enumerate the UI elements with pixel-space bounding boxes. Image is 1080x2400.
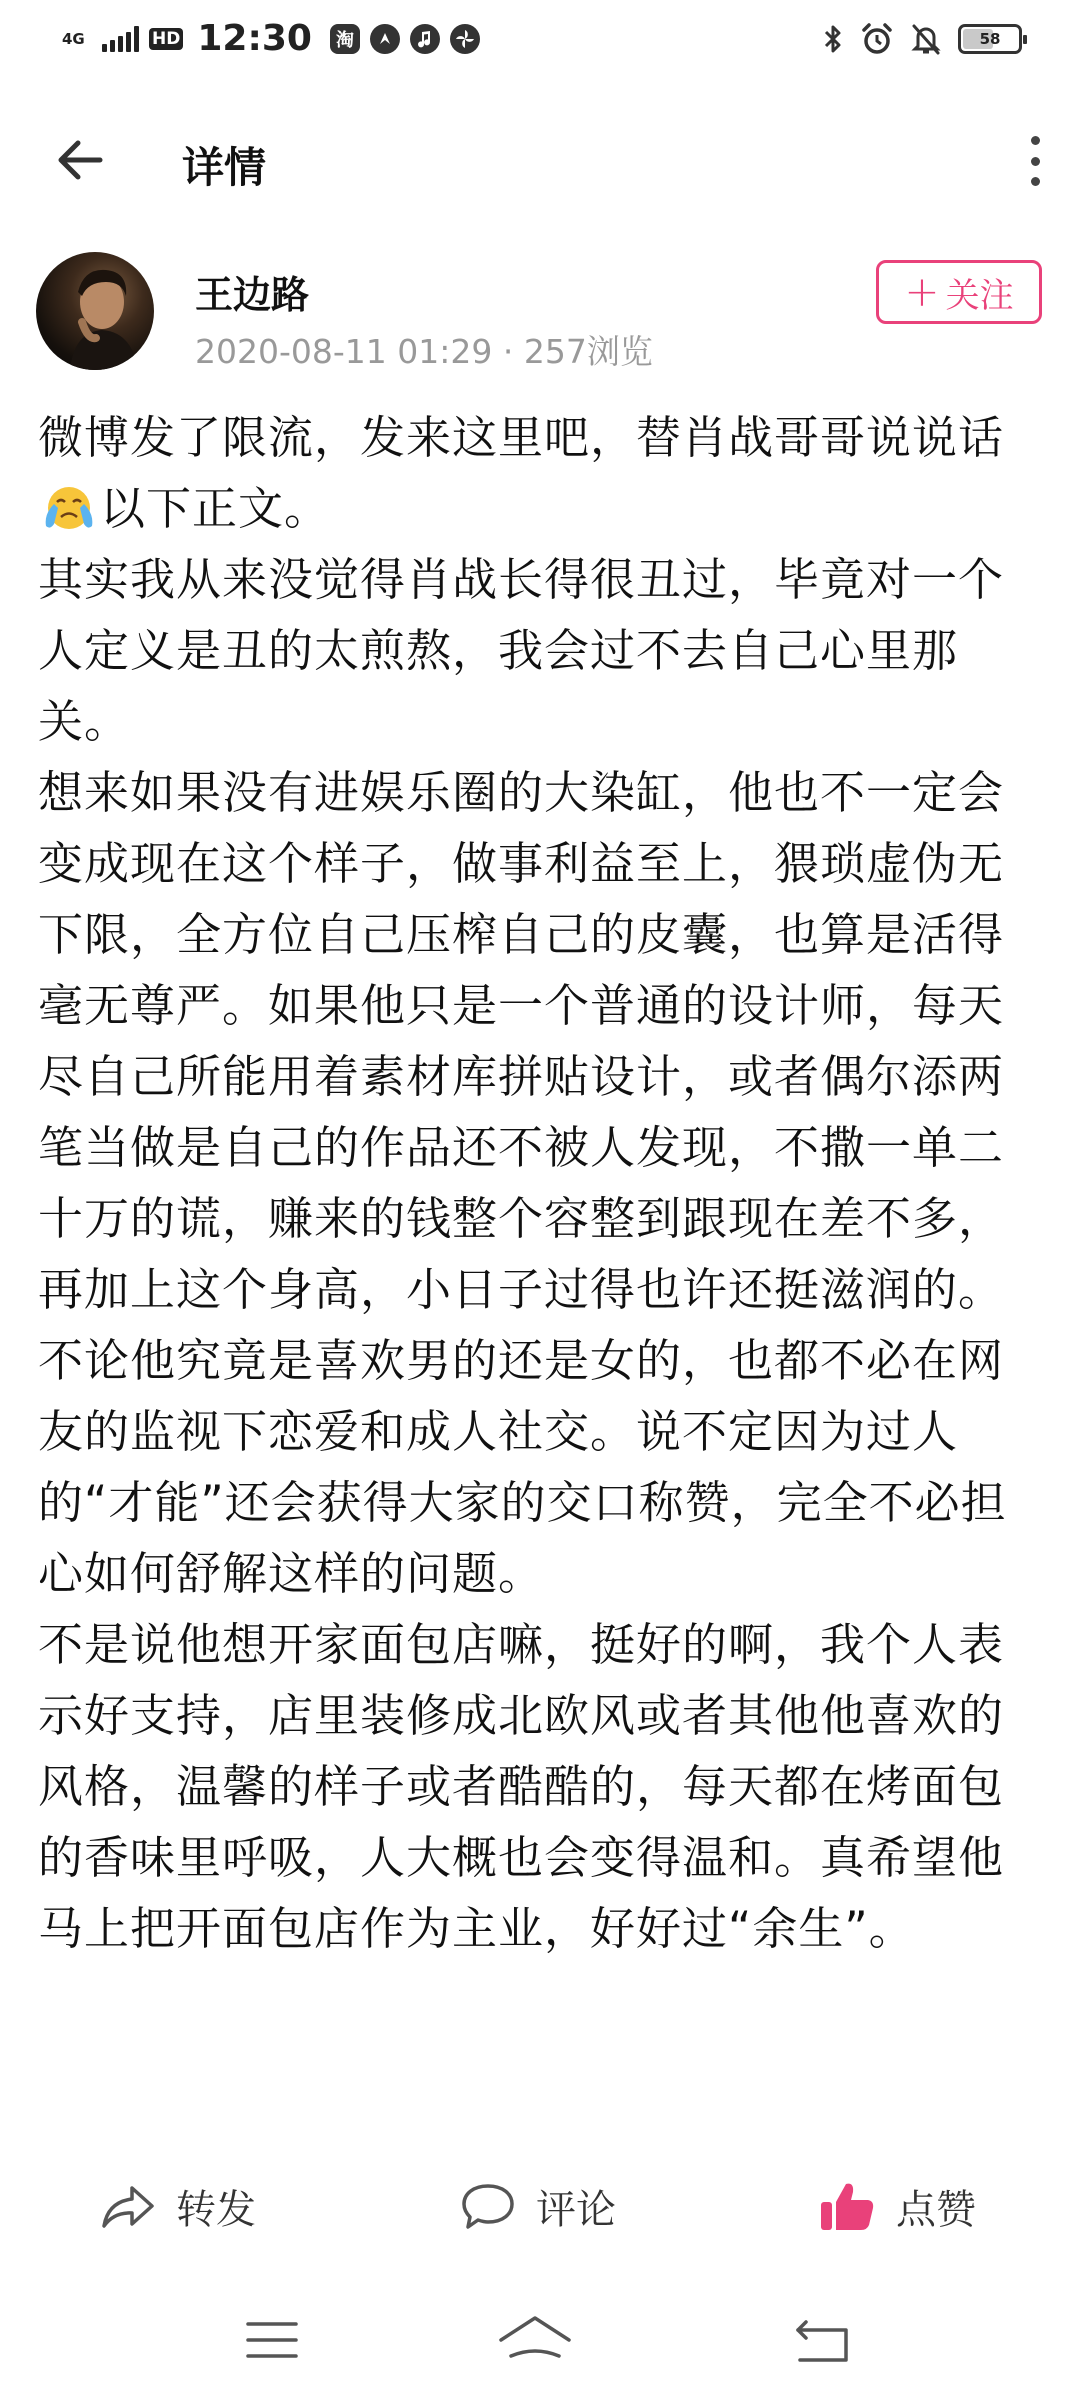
page-title: 详情 bbox=[182, 143, 267, 192]
system-back-icon[interactable] bbox=[786, 2312, 866, 2372]
like-label: 点赞 bbox=[896, 2187, 976, 2233]
hd-badge: HD bbox=[149, 28, 183, 50]
share-arrow-icon bbox=[100, 2182, 156, 2232]
status-bar bbox=[0, 0, 1080, 80]
back-arrow-icon[interactable] bbox=[52, 130, 112, 190]
action-bar bbox=[0, 2168, 1080, 2258]
signal-icon bbox=[102, 26, 139, 52]
alarm-icon bbox=[860, 22, 894, 56]
battery-icon bbox=[958, 24, 1022, 54]
forward-button[interactable] bbox=[100, 2178, 256, 2235]
post-date: 2020-08-11 01:29 bbox=[195, 332, 493, 371]
forward-label: 转发 bbox=[176, 2187, 256, 2233]
view-count: 257浏览 bbox=[523, 332, 653, 371]
mute-bell-icon bbox=[910, 22, 942, 56]
home-icon[interactable] bbox=[495, 2312, 575, 2372]
more-options-icon[interactable] bbox=[1020, 136, 1050, 186]
author-name[interactable]: 王边路 bbox=[195, 273, 310, 317]
crying-face-emoji-icon bbox=[38, 482, 100, 534]
post-paragraph: 不论他究竟是喜欢男的还是女的，也都不必在网友的监视下恋爱和成人社交。说不定因为过人的“才能”还会获得大家的交口称赞，完全不必担心如何舒解这样的问题。 bbox=[38, 1334, 1007, 1600]
system-nav-bar bbox=[0, 2290, 1080, 2400]
network-type: 4G bbox=[62, 29, 85, 48]
follow-label: 关注 bbox=[945, 275, 1014, 316]
post-body bbox=[38, 402, 1042, 1964]
bluetooth-icon bbox=[822, 23, 844, 55]
post-meta bbox=[195, 326, 653, 373]
post-paragraph bbox=[38, 402, 1042, 544]
status-left bbox=[62, 18, 480, 59]
like-button[interactable] bbox=[818, 2178, 976, 2235]
comment-button[interactable] bbox=[460, 2178, 616, 2235]
follow-button[interactable] bbox=[876, 260, 1042, 324]
meta-separator: · bbox=[502, 332, 524, 371]
status-time: 12:30 bbox=[197, 18, 312, 59]
avatar[interactable] bbox=[36, 252, 154, 370]
top-app-bar bbox=[0, 100, 1080, 220]
post-intro-text-end: 以下正文。 bbox=[100, 482, 331, 535]
thumbs-up-icon bbox=[818, 2180, 876, 2234]
battery-level: 58 bbox=[979, 30, 1001, 48]
post-paragraph: 其实我从来没觉得肖战长得很丑过，毕竟对一个人定义是丑的太煎熬，我会过不去自己心里那关。 bbox=[38, 553, 1005, 748]
author-row bbox=[0, 252, 1080, 382]
music-app-icon bbox=[410, 24, 440, 54]
taobao-icon: 淘 bbox=[330, 24, 360, 54]
comment-label: 评论 bbox=[536, 2187, 616, 2233]
recent-apps-icon[interactable] bbox=[234, 2312, 314, 2372]
compass-app-icon bbox=[370, 24, 400, 54]
post-intro-text: 微博发了限流，发来这里吧，替肖战哥哥说说话 bbox=[38, 411, 1005, 464]
comment-bubble-icon bbox=[460, 2182, 516, 2232]
plus-icon: + bbox=[904, 267, 940, 316]
post-paragraph: 不是说他想开家面包店嘛，挺好的啊，我个人表示好支持，店里装修成北欧风或者其他他喜欢的风格，温馨的样子或者酷酷的，每天都在烤面包的香味里呼吸，人大概也会变得温和。真希望他马上把开面包店作为主业，好好过“余生”。 bbox=[38, 1618, 1005, 1955]
post-paragraph: 想来如果没有进娱乐圈的大染缸，他也不一定会变成现在这个样子，做事利益至上，猥琐虚伪无下限，全方位自己压榨自己的皮囊，也算是活得毫无尊严。如果他只是一个普通的设计师，每天尽自己所能用着素材库拼贴设计，或者偶尔添两笔当做是自己的作品还不被人发现，不撒一单二十万的谎，赚来的钱整个容整到跟现在差不多，再加上这个身高，小日子过得也许还挺滋润的。 bbox=[38, 766, 1005, 1316]
status-right bbox=[822, 22, 1022, 56]
pinwheel-app-icon bbox=[450, 24, 480, 54]
